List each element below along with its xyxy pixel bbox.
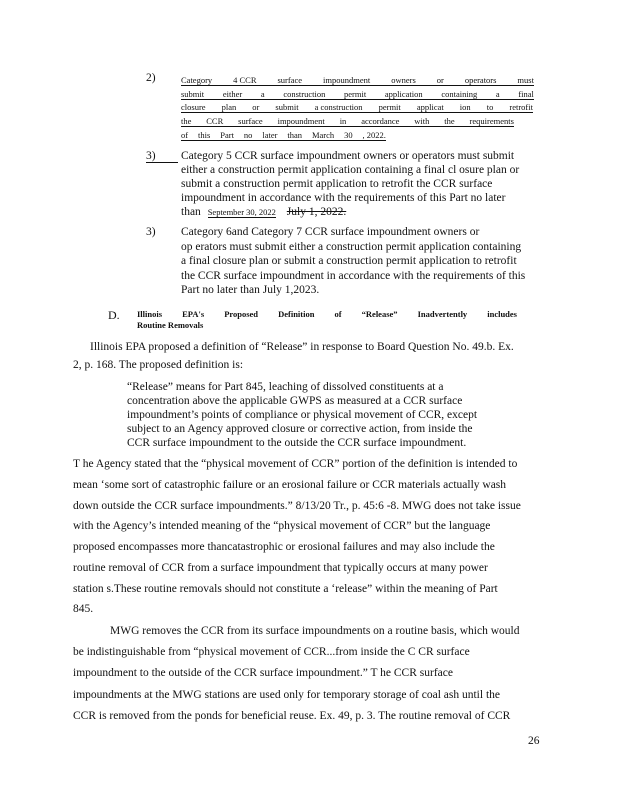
word: the — [181, 116, 192, 126]
item3b-lines-line: the CCR surface impoundment in accordance with the requirements of this — [181, 269, 526, 282]
word: Category — [181, 75, 213, 85]
word: ion — [459, 102, 471, 112]
word: submit — [275, 102, 299, 112]
word: permit — [344, 89, 367, 99]
word: containing — [441, 89, 478, 99]
item-2-line — [181, 102, 533, 113]
word: permit — [378, 102, 401, 112]
item3a-lines-line: Category 5 CCR surface impoundment owners or operators must submit — [181, 150, 515, 162]
word: surface — [238, 116, 263, 126]
word: 30 — [344, 130, 353, 140]
item3b-lines-line: Part no later than July 1,2023. — [181, 284, 320, 296]
para2-lines-line: mean ‘some sort of catastrophic failure or an erosional failure or CCR materials actually wash — [73, 478, 507, 491]
page-number: 26 — [528, 735, 540, 747]
word: a — [495, 89, 500, 99]
word: submit — [181, 89, 205, 99]
paragraph-2-last-line: 845. — [73, 603, 94, 615]
word: retrofit — [509, 102, 533, 112]
word: application — [384, 89, 423, 99]
word: applicat — [416, 102, 444, 112]
word: of — [181, 130, 189, 140]
para2-lines-line: station s.These routine removals should not constitute a ‘release” within the meaning of Part — [73, 582, 498, 595]
para3-lines-line: impoundments at the MWG stations are used only for temporary storage of coal ash until the — [73, 688, 500, 701]
word: construction — [283, 89, 326, 99]
heading-word: of — [334, 309, 342, 319]
word: with — [414, 116, 430, 126]
para2-lines-line: routine removal of CCR from a surface impoundment that typically occurs at many power — [73, 562, 488, 574]
heading-word: Proposed — [224, 309, 259, 319]
quote-lines-line: subject to an Agency approved closure or corrective action, from inside the — [127, 423, 473, 435]
word: impoundment — [277, 116, 325, 126]
heading-word: Definition — [278, 309, 315, 319]
word: later — [262, 130, 278, 140]
heading-word: EPA's — [182, 309, 205, 319]
word: owners — [391, 75, 416, 85]
section-d-letter: D. — [108, 308, 120, 322]
word: final — [518, 89, 534, 99]
item-2-line — [181, 89, 534, 100]
word: a construction — [314, 102, 363, 112]
para2-lines-line: T he Agency stated that the “physical movement of CCR” portion of the definition is intended to — [73, 458, 518, 470]
word: than — [287, 130, 303, 140]
word: must — [517, 75, 534, 85]
para3-lines-line: be indistinguishable from “physical movement of CCR...from inside the C CR surface — [73, 646, 470, 659]
item-3a-last-line — [181, 206, 346, 219]
para2-lines-line: proposed encompasses more thancatastrophic or erosional failures and may also include the — [73, 541, 495, 554]
word: either — [222, 89, 243, 99]
para2-lines-line: with the Agency’s intended meaning of the “physical movement of CCR” but the language — [73, 520, 491, 533]
para3-lines-line: impoundment to the outside of the CCR surface impoundment.” T he CCR surface — [73, 667, 453, 680]
word: closure — [181, 102, 206, 112]
quote-lines-line: impoundment’s points of compliance or physical movement of CCR, except — [127, 409, 478, 421]
section-d-heading-line2: Routine Removals — [137, 320, 204, 330]
word: requirements — [469, 116, 514, 126]
word: this — [198, 130, 211, 140]
quote-lines-line: “Release” means for Part 845, leaching of dissolved constituents at a — [127, 381, 444, 393]
heading-word: “Release” — [361, 309, 398, 319]
para2-lines-line: down outside the CCR surface impoundments.” 8/13/20 Tr., p. 45:6 -8. MWG does not take issue — [73, 499, 521, 512]
para1-lines-line: Illinois EPA proposed a definition of “Release” in response to Board Question No. 49.b. Ex. — [90, 341, 514, 353]
item3b-lines-line: op erators must submit either a construction permit application containing — [181, 240, 522, 253]
heading-word: includes — [487, 309, 517, 319]
word: in — [339, 116, 347, 126]
item-2-number: 2) — [146, 72, 156, 84]
item-2-line — [181, 130, 386, 141]
item3a-lines-line: either a construction permit application containing a final cl osure plan or — [181, 164, 520, 176]
item-2-line — [181, 75, 534, 86]
word: , 2022. — [362, 130, 386, 140]
heading-word: Illinois — [137, 309, 163, 319]
section-d-heading — [137, 309, 517, 319]
quote-lines-line: concentration above the applicable GWPS as measured at a CCR surface — [127, 395, 463, 407]
item-3b-number: 3) — [146, 226, 156, 238]
quote-lines-line: CCR surface impoundment to the outside the CCR surface impoundment. — [127, 437, 467, 449]
word: surface — [277, 75, 303, 85]
item-2-line — [181, 116, 514, 127]
item3b-lines-line: a final closure plan or submit a construction permit application to retrofit — [181, 255, 517, 267]
word: operators — [464, 75, 497, 85]
word: to — [486, 102, 494, 112]
item3a-lines-line: submit a construction permit application to retrofit the CCR surface — [181, 178, 493, 190]
heading-word: Inadvertently — [417, 309, 468, 319]
item3a-lines-line: impoundment in accordance with the requirements of this Part no later — [181, 192, 506, 204]
word: March — [311, 130, 335, 140]
item-3a-struck-date: July 1, 2022. — [286, 206, 347, 218]
item-3a-last-prefix: than — [181, 206, 201, 218]
word: the — [444, 116, 455, 126]
word: CCR — [206, 116, 224, 126]
item-3a-number: 3) — [146, 150, 178, 163]
para1-lines-line: 2, p. 168. The proposed definition is: — [73, 358, 244, 371]
para3-lines-line: MWG removes the CCR from its surface impoundments on a routine basis, which would — [110, 625, 520, 637]
word: or — [252, 102, 260, 112]
item-3a-new-date: September 30, 2022 — [207, 207, 276, 217]
word: impoundment — [323, 75, 371, 85]
word: 4 CCR — [233, 75, 257, 85]
word: Part — [220, 130, 234, 140]
para3-lines-line: CCR is removed from the ponds for beneficial reuse. Ex. 49, p. 3. The routine removal of CCR — [73, 709, 511, 722]
word: plan — [221, 102, 237, 112]
word: or — [436, 75, 444, 85]
item3b-lines-line: Category 6and Category 7 CCR surface impoundment owners or — [181, 226, 480, 238]
word: a — [260, 89, 265, 99]
word: accordance — [361, 116, 400, 126]
word: no — [243, 130, 253, 140]
